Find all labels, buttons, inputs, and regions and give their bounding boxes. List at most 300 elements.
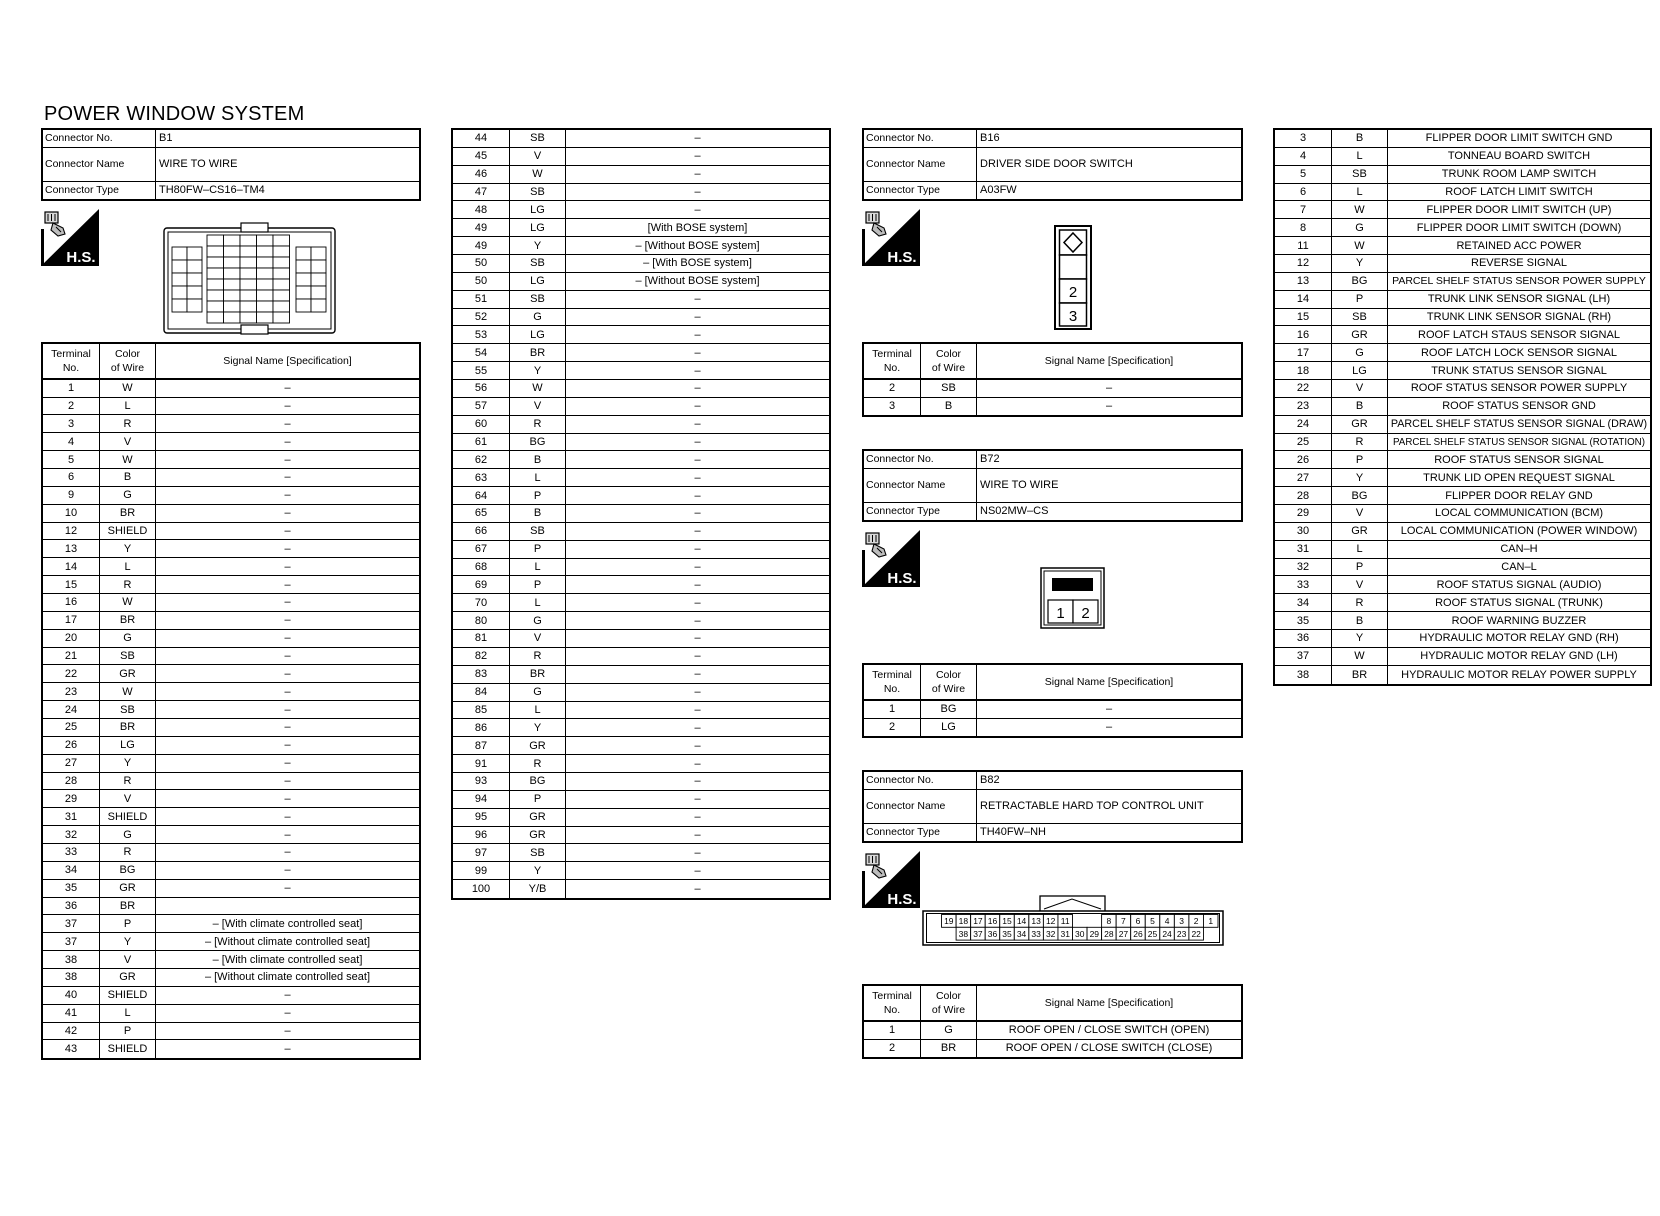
terminal-row (453, 559, 829, 577)
terminal-row (453, 755, 829, 773)
connector-no-row (864, 130, 1241, 148)
terminal-no-header (864, 986, 921, 1020)
terminal-row (1275, 666, 1650, 684)
wire-color: L (100, 1005, 156, 1022)
pin-number: 15 (1002, 916, 1012, 927)
terminal-no: 2 (864, 1040, 921, 1058)
wire-color: SB (100, 701, 156, 718)
terminal-no: 35 (1275, 612, 1332, 629)
connector-pin-cavity (240, 301, 257, 312)
wire-color: G (510, 684, 566, 701)
wire-color: BG (1332, 487, 1388, 504)
wire-color: V (100, 790, 156, 807)
terminal-row (43, 487, 419, 505)
signal-name: – (284, 810, 291, 823)
signal-name: – (694, 739, 701, 752)
connector-pin-cavity (172, 299, 187, 312)
signal-name: – (284, 382, 291, 395)
signal-name: – [Without climate controlled seat] (204, 935, 371, 948)
wire-color: G (1332, 219, 1388, 236)
signal-name: LOCAL COMMUNICATION (BCM) (1434, 507, 1604, 520)
terminal-no: 68 (453, 559, 510, 576)
terminal-row (1275, 648, 1650, 666)
pin-number: 35 (1002, 928, 1012, 939)
wire-color: W (1332, 201, 1388, 218)
terminal-row (1275, 576, 1650, 594)
terminal-no: 66 (453, 523, 510, 540)
terminal-no: 5 (1275, 166, 1332, 183)
terminal-no: 20 (43, 630, 100, 647)
hs-left-edge (862, 550, 865, 587)
wire-color: V (510, 148, 566, 165)
pin-number: 12 (1045, 916, 1056, 927)
wire-color: G (921, 1022, 977, 1039)
signal-name: RETAINED ACC POWER (1456, 239, 1582, 252)
terminal-no: 31 (43, 808, 100, 825)
wire-color: BG (510, 773, 566, 790)
terminal-row (453, 737, 829, 755)
terminal-no: 27 (43, 755, 100, 772)
signal-name: – (694, 168, 701, 181)
terminal-row (43, 380, 419, 398)
connector-field-value: RETRACTABLE HARD TOP CONTROL UNIT (980, 800, 1204, 812)
signal-name: ROOF STATUS SIGNAL (AUDIO) (1436, 578, 1602, 591)
terminal-table (862, 984, 1243, 1059)
connector-pin-cavity (224, 279, 241, 290)
signal-name: – (1105, 382, 1113, 395)
terminal-no: 60 (453, 416, 510, 433)
wire-color: GR (1332, 523, 1388, 540)
terminal-no: 23 (1275, 398, 1332, 415)
connector-pin-cavity (311, 273, 326, 286)
terminal-row (43, 951, 419, 969)
terminal-row (43, 398, 419, 416)
wire-color: LG (510, 326, 566, 343)
terminal-no: 24 (1275, 416, 1332, 433)
terminal-no: 40 (43, 987, 100, 1004)
connector-pin-cavity (240, 246, 257, 257)
terminal-row (453, 380, 829, 398)
signal-name: – (284, 864, 291, 877)
signal-name: – (694, 846, 701, 859)
signal-name: – [With climate controlled seat] (212, 953, 363, 966)
terminal-row (864, 1040, 1241, 1058)
terminal-row (1275, 380, 1650, 398)
connector-pin-cavity (207, 246, 224, 257)
terminal-row (43, 505, 419, 523)
terminal-row (453, 880, 829, 898)
terminal-row (1275, 523, 1650, 541)
terminal-row (453, 469, 829, 487)
wire-color: B (100, 469, 156, 486)
terminal-row (1275, 630, 1650, 648)
pin-number: 3 (1179, 916, 1184, 927)
pin-number: 18 (958, 916, 969, 927)
terminal-no: 16 (1275, 326, 1332, 343)
connector-type-row (864, 182, 1241, 200)
terminal-row (864, 1022, 1241, 1040)
terminal-row (453, 326, 829, 344)
wire-color: L (1332, 541, 1388, 558)
terminal-no: 46 (453, 166, 510, 183)
connector-info-table (41, 128, 421, 201)
wire-color: B (1332, 130, 1388, 147)
signal-name: – (694, 311, 701, 324)
connector-pin-cavity (296, 299, 311, 312)
terminal-no: 26 (43, 737, 100, 754)
terminal-row (1275, 130, 1650, 148)
wire-color: GR (510, 737, 566, 754)
terminal-row (43, 915, 419, 933)
terminal-row (43, 862, 419, 880)
terminal-no: 50 (453, 273, 510, 290)
signal-name: – (284, 507, 291, 520)
signal-name: – (694, 507, 701, 520)
signal-name: – (284, 792, 291, 805)
signal-name: – (284, 703, 291, 716)
wire-color: B (510, 505, 566, 522)
terminal-no: 67 (453, 541, 510, 558)
connector-info-table (862, 449, 1243, 522)
terminal-table-header (864, 344, 1241, 380)
terminal-row (453, 773, 829, 791)
terminal-no: 6 (1275, 184, 1332, 201)
terminal-row (1275, 184, 1650, 202)
signal-name: – (694, 828, 701, 841)
pin-number: 2 (1081, 605, 1090, 622)
hs-label: H.S. (66, 249, 96, 266)
terminal-no: 94 (453, 791, 510, 808)
signal-name: – (694, 703, 701, 716)
terminal-row (43, 969, 419, 987)
wire-color: SHIELD (100, 808, 156, 825)
wire-color: BR (921, 1040, 977, 1058)
wire-color: LG (921, 719, 977, 737)
signal-name: REVERSE SIGNAL (1471, 257, 1567, 270)
header-line: of Wire (110, 361, 145, 374)
terminal-no: 55 (453, 362, 510, 379)
connector-type-row (864, 824, 1241, 842)
terminal-row (453, 184, 829, 202)
terminal-row (453, 291, 829, 309)
connector-pin-cavity (296, 273, 311, 286)
connector-field-value: B1 (159, 132, 173, 145)
wire-color: R (1332, 594, 1388, 611)
terminal-no: 54 (453, 344, 510, 361)
signal-name: ROOF OPEN / CLOSE SWITCH (CLOSE) (1005, 1042, 1213, 1055)
header-line: of Wire (931, 361, 966, 374)
signal-name: – (694, 489, 701, 502)
terminal-no: 15 (1275, 309, 1332, 326)
terminal-row (1275, 469, 1650, 487)
pin-number: 3 (1068, 308, 1078, 325)
connector-pin-cavity (207, 235, 224, 246)
pin-number: 6 (1135, 916, 1141, 927)
signal-name: – (694, 150, 701, 163)
terminal-row (1275, 326, 1650, 344)
connector-field-label: Connector Type (43, 182, 156, 200)
connector-pin-cavity (172, 286, 187, 299)
wire-color: W (1332, 237, 1388, 254)
wire-color: Y (510, 362, 566, 379)
wire-color: LG (100, 737, 156, 754)
connector-pin-cavity (207, 301, 224, 312)
terminal-no: 97 (453, 844, 510, 861)
signal-name: – (694, 578, 701, 591)
connector-pin-cavity (187, 273, 202, 286)
connector-field-label: Connector No. (43, 130, 156, 147)
connector-pin-cavity (240, 257, 257, 268)
wire-color: W (1332, 648, 1388, 665)
header-line: of Wire (931, 682, 966, 695)
terminal-no: 42 (43, 1023, 100, 1040)
signal-name: – (694, 418, 701, 431)
terminal-row (453, 166, 829, 184)
terminal-row (43, 630, 419, 648)
signal-name: – (694, 614, 701, 627)
connector-pin-cavity (240, 279, 257, 290)
signal-name: HYDRAULIC MOTOR RELAY POWER SUPPLY (1401, 668, 1637, 681)
terminal-no: 7 (1275, 201, 1332, 218)
wire-color: BG (510, 434, 566, 451)
signal-name: – (284, 650, 291, 662)
terminal-row (453, 630, 829, 648)
terminal-row (43, 826, 419, 844)
terminal-no: 36 (43, 898, 100, 915)
wire-color: SHIELD (100, 1040, 156, 1058)
pin-number: 29 (1089, 928, 1100, 939)
wire-color: Y (100, 540, 156, 557)
terminal-no: 87 (453, 737, 510, 754)
wire-color: SB (510, 184, 566, 201)
connector-pin-cavity (273, 301, 290, 312)
b16-connector-face-diagram (1054, 225, 1092, 330)
wire-color: W (100, 594, 156, 611)
signal-name: TRUNK LINK SENSOR SIGNAL (RH) (1426, 311, 1612, 324)
wire-color: P (1332, 451, 1388, 468)
connector-pin-cavity (257, 290, 274, 301)
wire-color: L (510, 469, 566, 486)
wire-color: G (510, 309, 566, 326)
terminal-row (1275, 344, 1650, 362)
terminal-row (453, 255, 829, 273)
terminal-row (453, 451, 829, 469)
terminal-row (43, 987, 419, 1005)
signal-name: [With BOSE system] (647, 221, 748, 234)
connector-field-label: Connector Type (864, 824, 977, 842)
wire-color: L (100, 558, 156, 575)
terminal-row (453, 523, 829, 541)
connector-pin-cavity (296, 286, 311, 299)
terminal-no: 65 (453, 505, 510, 522)
signal-name: – (284, 453, 291, 466)
terminal-row (1275, 594, 1650, 612)
wire-color-header (921, 986, 977, 1020)
wire-color: BR (100, 898, 156, 915)
pin-number: 5 (1150, 916, 1155, 927)
pin-number: 16 (987, 916, 998, 927)
pin-number: 33 (1031, 928, 1041, 939)
connector-field-value: B72 (980, 453, 1000, 466)
terminal-no: 12 (43, 523, 100, 540)
terminal-no: 70 (453, 594, 510, 611)
terminal-row (1275, 362, 1650, 380)
pin-number: 26 (1133, 928, 1143, 939)
pin-number: 13 (1031, 916, 1041, 927)
connector-pin-cavity (224, 257, 241, 268)
wire-color: SB (100, 648, 156, 665)
wire-color: G (510, 612, 566, 629)
wire-color: GR (1332, 326, 1388, 343)
wire-color: V (510, 398, 566, 415)
connector-pin-cavity (240, 290, 257, 301)
header-line: Terminal (872, 668, 912, 681)
terminal-row (453, 487, 829, 505)
terminal-no: 38 (43, 969, 100, 986)
b82-connector-face-diagram (922, 894, 1224, 946)
signal-name: – (284, 1025, 291, 1038)
wire-color: SB (510, 291, 566, 308)
terminal-table (1273, 128, 1652, 686)
signal-name: – (284, 560, 291, 573)
connector-pin-cavity (311, 299, 326, 312)
header-line: Terminal (872, 989, 912, 1002)
terminal-row (43, 594, 419, 612)
wire-color: R (1332, 434, 1388, 451)
connector-name-row (864, 148, 1241, 182)
signal-name-header: Signal Name [Specification] (223, 354, 352, 367)
header-line: No. (62, 361, 80, 374)
terminal-row (864, 398, 1241, 416)
pin-number: 17 (973, 916, 983, 927)
wire-color: L (100, 398, 156, 415)
wire-color: V (1332, 380, 1388, 397)
signal-name: – (694, 471, 701, 484)
terminal-no: 63 (453, 469, 510, 486)
signal-name: – (284, 757, 291, 770)
terminal-no: 33 (43, 844, 100, 861)
terminal-no: 3 (43, 415, 100, 432)
wire-color: LG (510, 201, 566, 218)
terminal-no: 35 (43, 880, 100, 897)
signal-name: ROOF LATCH LOCK SENSOR SIGNAL (1420, 346, 1617, 359)
connector-pin-cavity (257, 279, 274, 290)
terminal-no: 12 (1275, 255, 1332, 272)
terminal-no: 34 (43, 862, 100, 879)
terminal-row (1275, 166, 1650, 184)
signal-name: – (694, 382, 701, 395)
wire-color: P (1332, 559, 1388, 576)
signal-name: – (694, 400, 701, 413)
hs-label: H.S. (887, 249, 917, 266)
terminal-row (43, 701, 419, 719)
terminal-row (43, 612, 419, 630)
signal-name: PARCEL SHELF STATUS SENSOR POWER SUPPLY (1392, 275, 1646, 288)
terminal-no: 1 (864, 701, 921, 718)
terminal-no: 38 (43, 951, 100, 968)
connector-field-value: TH80FW–CS16–TM4 (159, 184, 265, 197)
terminal-no: 14 (1275, 291, 1332, 308)
terminal-no: 23 (43, 683, 100, 700)
wire-color: R (100, 844, 156, 861)
terminal-row (43, 844, 419, 862)
harness-side-icon (862, 209, 920, 266)
connector-pin-cavity (224, 235, 241, 246)
terminal-no: 8 (1275, 219, 1332, 236)
terminal-no: 37 (1275, 648, 1332, 665)
terminal-row (453, 809, 829, 827)
signal-name: – (694, 203, 701, 216)
terminal-no: 13 (43, 540, 100, 557)
terminal-row (453, 612, 829, 630)
terminal-no: 91 (453, 755, 510, 772)
terminal-row (1275, 398, 1650, 416)
pin-number: 19 (944, 916, 954, 927)
terminal-no: 49 (453, 219, 510, 236)
terminal-no: 61 (453, 434, 510, 451)
terminal-no: 36 (1275, 630, 1332, 647)
terminal-row (43, 719, 419, 737)
connector-pin-cavity (207, 268, 224, 279)
terminal-row (43, 433, 419, 451)
connector-pin-cavity (257, 301, 274, 312)
wire-color: B (921, 398, 977, 416)
signal-name: – (694, 132, 701, 145)
terminal-row (43, 1040, 419, 1058)
terminal-row (453, 791, 829, 809)
wire-color: SHIELD (100, 987, 156, 1004)
terminal-no: 53 (453, 326, 510, 343)
wire-color: Y (100, 755, 156, 772)
signal-name: – (694, 811, 701, 824)
wire-color: W (510, 380, 566, 397)
terminal-row (453, 827, 829, 845)
connector-info-table (862, 128, 1243, 201)
terminal-no: 17 (1275, 344, 1332, 361)
terminal-row (43, 523, 419, 541)
terminal-no: 2 (43, 398, 100, 415)
wire-color: Y (510, 719, 566, 736)
signal-name (156, 898, 419, 915)
terminal-row (453, 576, 829, 594)
terminal-no: 50 (453, 255, 510, 272)
wire-color: L (510, 594, 566, 611)
terminal-no: 21 (43, 648, 100, 665)
terminal-no: 26 (1275, 451, 1332, 468)
wire-color: BG (921, 701, 977, 718)
wire-color: W (100, 683, 156, 700)
terminal-row (453, 648, 829, 666)
wire-color: SB (510, 523, 566, 540)
signal-name: – (284, 667, 291, 680)
harness-side-icon (862, 530, 920, 587)
terminal-no: 2 (864, 380, 921, 397)
signal-name-header: Signal Name [Specification] (1044, 996, 1174, 1009)
connector-no-row (864, 451, 1241, 469)
wire-color: R (100, 415, 156, 432)
connector-no-row (864, 772, 1241, 790)
pin-number: 7 (1121, 916, 1126, 927)
terminal-no: 13 (1275, 273, 1332, 290)
terminal-no: 48 (453, 201, 510, 218)
header-line: No. (883, 682, 901, 695)
terminal-row (1275, 291, 1650, 309)
terminal-no: 29 (43, 790, 100, 807)
connector-pin-cavity (240, 312, 257, 323)
terminal-no: 11 (1275, 237, 1332, 254)
terminal-row (43, 683, 419, 701)
signal-name: – (694, 596, 701, 609)
